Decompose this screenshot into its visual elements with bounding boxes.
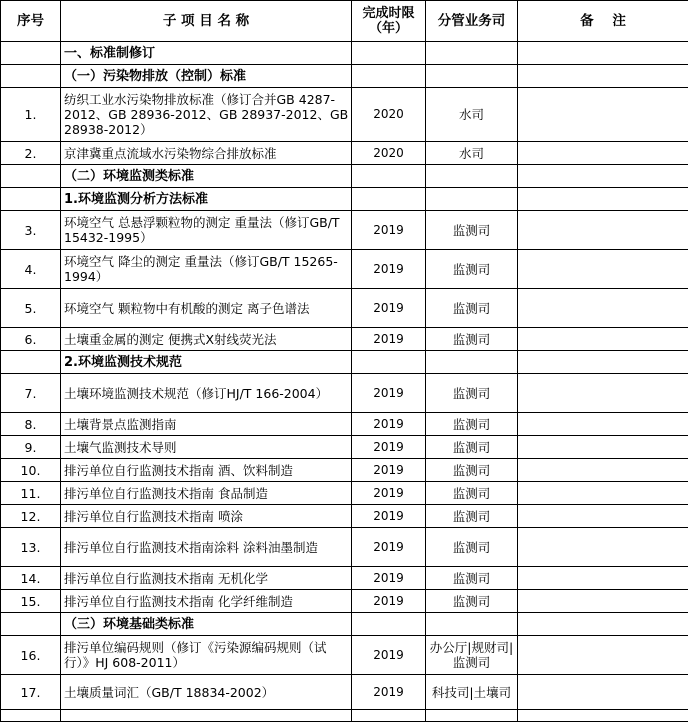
deadline-cell: 2019 [352, 505, 426, 528]
remark-cell [518, 436, 688, 459]
table-row [1, 289, 688, 328]
dept-cell: 监测司 [426, 436, 518, 459]
seq-cell: 7. [1, 374, 61, 413]
section-title: （二）环境监测类标准 [61, 165, 352, 188]
dept-cell [426, 65, 518, 88]
item-name: 排污单位自行监测技术指南涂料 涂料油墨制造 [61, 528, 352, 567]
dept-cell: 水司 [426, 142, 518, 165]
seq-cell [1, 65, 61, 88]
table-row [1, 505, 688, 528]
table-row [1, 328, 688, 351]
dept-cell: 监测司 [426, 374, 518, 413]
item-name: 土壤背景点监测指南 [61, 413, 352, 436]
seq-cell: 2. [1, 142, 61, 165]
table-row [1, 211, 688, 250]
deadline-cell: 2019 [352, 413, 426, 436]
remark-cell [518, 165, 688, 188]
remark-cell [518, 636, 688, 675]
seq-cell [1, 42, 61, 65]
seq-cell [1, 351, 61, 374]
seq-cell: 14. [1, 567, 61, 590]
deadline-cell [352, 351, 426, 374]
deadline-cell: 2019 [352, 211, 426, 250]
remark-cell [518, 374, 688, 413]
dept-cell [426, 613, 518, 636]
header-deadline: 完成时限（年） [352, 1, 426, 42]
table-row [1, 590, 688, 613]
seq-cell [1, 165, 61, 188]
header-remark: 备 注 [518, 1, 688, 42]
dept-cell: 监测司 [426, 505, 518, 528]
deadline-cell: 2019 [352, 436, 426, 459]
table-row [1, 567, 688, 590]
item-name [61, 710, 352, 722]
dept-cell: 监测司 [426, 482, 518, 505]
table-row [1, 142, 688, 165]
header-name: 子 项 目 名 称 [61, 1, 352, 42]
deadline-cell: 2019 [352, 250, 426, 289]
table-row [1, 88, 688, 142]
seq-cell: 16. [1, 636, 61, 675]
deadline-cell: 2019 [352, 328, 426, 351]
deadline-cell: 2019 [352, 675, 426, 710]
section-row [1, 188, 688, 211]
remark-cell [518, 328, 688, 351]
seq-cell: 8. [1, 413, 61, 436]
dept-cell: 监测司 [426, 289, 518, 328]
section-row [1, 613, 688, 636]
deadline-cell [352, 165, 426, 188]
deadline-cell: 2019 [352, 567, 426, 590]
deadline-cell [352, 710, 426, 722]
item-name: 排污单位自行监测技术指南 喷涂 [61, 505, 352, 528]
dept-cell: 办公厅|规财司|监测司 [426, 636, 518, 675]
remark-cell [518, 505, 688, 528]
item-name: 环境空气 颗粒物中有机酸的测定 离子色谱法 [61, 289, 352, 328]
table-row [1, 482, 688, 505]
seq-cell: 6. [1, 328, 61, 351]
remark-cell [518, 42, 688, 65]
item-name: 排污单位编码规则（修订《污染源编码规则（试行）》HJ 608-2011） [61, 636, 352, 675]
item-name: 土壤重金属的测定 便携式X射线荧光法 [61, 328, 352, 351]
deadline-cell: 2019 [352, 590, 426, 613]
seq-cell: 5. [1, 289, 61, 328]
dept-cell [426, 351, 518, 374]
remark-cell [518, 567, 688, 590]
item-name: 排污单位自行监测技术指南 化学纤维制造 [61, 590, 352, 613]
section-title: 2.环境监测技术规范 [61, 351, 352, 374]
deadline-cell: 2019 [352, 374, 426, 413]
seq-cell [1, 188, 61, 211]
seq-cell: 3. [1, 211, 61, 250]
seq-cell: 17. [1, 675, 61, 710]
table-row [1, 250, 688, 289]
dept-cell [426, 42, 518, 65]
remark-cell [518, 710, 688, 722]
dept-cell [426, 188, 518, 211]
item-name: 土壤环境监测技术规范（修订HJ/T 166-2004） [61, 374, 352, 413]
item-name: 环境空气 总悬浮颗粒物的测定 重量法（修订GB/T 15432-1995） [61, 211, 352, 250]
remark-cell [518, 142, 688, 165]
header-row [1, 1, 688, 42]
deadline-cell [352, 65, 426, 88]
item-name: 排污单位自行监测技术指南 酒、饮料制造 [61, 459, 352, 482]
deadline-cell: 2020 [352, 142, 426, 165]
header-seq: 序号 [1, 1, 61, 42]
remark-cell [518, 482, 688, 505]
section-title: 一、标准制修订 [61, 42, 352, 65]
dept-cell: 水司 [426, 88, 518, 142]
deadline-cell: 2019 [352, 459, 426, 482]
seq-cell: 15. [1, 590, 61, 613]
header-dept: 分管业务司 [426, 1, 518, 42]
dept-cell: 监测司 [426, 328, 518, 351]
table-row [1, 710, 688, 722]
item-name: 环境空气 降尘的测定 重量法（修订GB/T 15265-1994） [61, 250, 352, 289]
deadline-cell: 2020 [352, 88, 426, 142]
deadline-cell: 2019 [352, 482, 426, 505]
seq-cell: 13. [1, 528, 61, 567]
dept-cell [426, 710, 518, 722]
table-row [1, 413, 688, 436]
remark-cell [518, 211, 688, 250]
section-title: 1.环境监测分析方法标准 [61, 188, 352, 211]
deadline-cell [352, 613, 426, 636]
seq-cell [1, 710, 61, 722]
item-name: 排污单位自行监测技术指南 无机化学 [61, 567, 352, 590]
remark-cell [518, 459, 688, 482]
table-row [1, 459, 688, 482]
section-row [1, 351, 688, 374]
section-row [1, 65, 688, 88]
item-name: 京津冀重点流域水污染物综合排放标准 [61, 142, 352, 165]
table-row [1, 636, 688, 675]
item-name: 土壤气监测技术导则 [61, 436, 352, 459]
dept-cell: 监测司 [426, 459, 518, 482]
seq-cell: 9. [1, 436, 61, 459]
remark-cell [518, 590, 688, 613]
dept-cell [426, 165, 518, 188]
seq-cell: 10. [1, 459, 61, 482]
item-name: 土壤质量词汇（GB/T 18834-2002） [61, 675, 352, 710]
table-row [1, 675, 688, 710]
seq-cell [1, 613, 61, 636]
remark-cell [518, 188, 688, 211]
table-row [1, 374, 688, 413]
dept-cell: 科技司|土壤司 [426, 675, 518, 710]
deadline-cell: 2019 [352, 528, 426, 567]
section-row [1, 165, 688, 188]
remark-cell [518, 65, 688, 88]
dept-cell: 监测司 [426, 528, 518, 567]
section-row [1, 42, 688, 65]
deadline-cell [352, 188, 426, 211]
seq-cell: 11. [1, 482, 61, 505]
remark-cell [518, 675, 688, 710]
deadline-cell: 2019 [352, 289, 426, 328]
dept-cell: 监测司 [426, 590, 518, 613]
remark-cell [518, 250, 688, 289]
deadline-cell [352, 42, 426, 65]
remark-cell [518, 88, 688, 142]
remark-cell [518, 528, 688, 567]
seq-cell: 1. [1, 88, 61, 142]
dept-cell: 监测司 [426, 413, 518, 436]
section-title: （一）污染物排放（控制）标准 [61, 65, 352, 88]
dept-cell: 监测司 [426, 250, 518, 289]
seq-cell: 12. [1, 505, 61, 528]
deadline-cell: 2019 [352, 636, 426, 675]
remark-cell [518, 613, 688, 636]
item-name: 纺织工业水污染物排放标准（修订合并GB 4287-2012、GB 28936-2012、GB 28937-2012、GB 28938-2012） [61, 88, 352, 142]
section-title: （三）环境基础类标准 [61, 613, 352, 636]
item-name: 排污单位自行监测技术指南 食品制造 [61, 482, 352, 505]
dept-cell: 监测司 [426, 211, 518, 250]
remark-cell [518, 351, 688, 374]
table-row [1, 528, 688, 567]
remark-cell [518, 289, 688, 328]
table-row [1, 436, 688, 459]
seq-cell: 4. [1, 250, 61, 289]
remark-cell [518, 413, 688, 436]
dept-cell: 监测司 [426, 567, 518, 590]
